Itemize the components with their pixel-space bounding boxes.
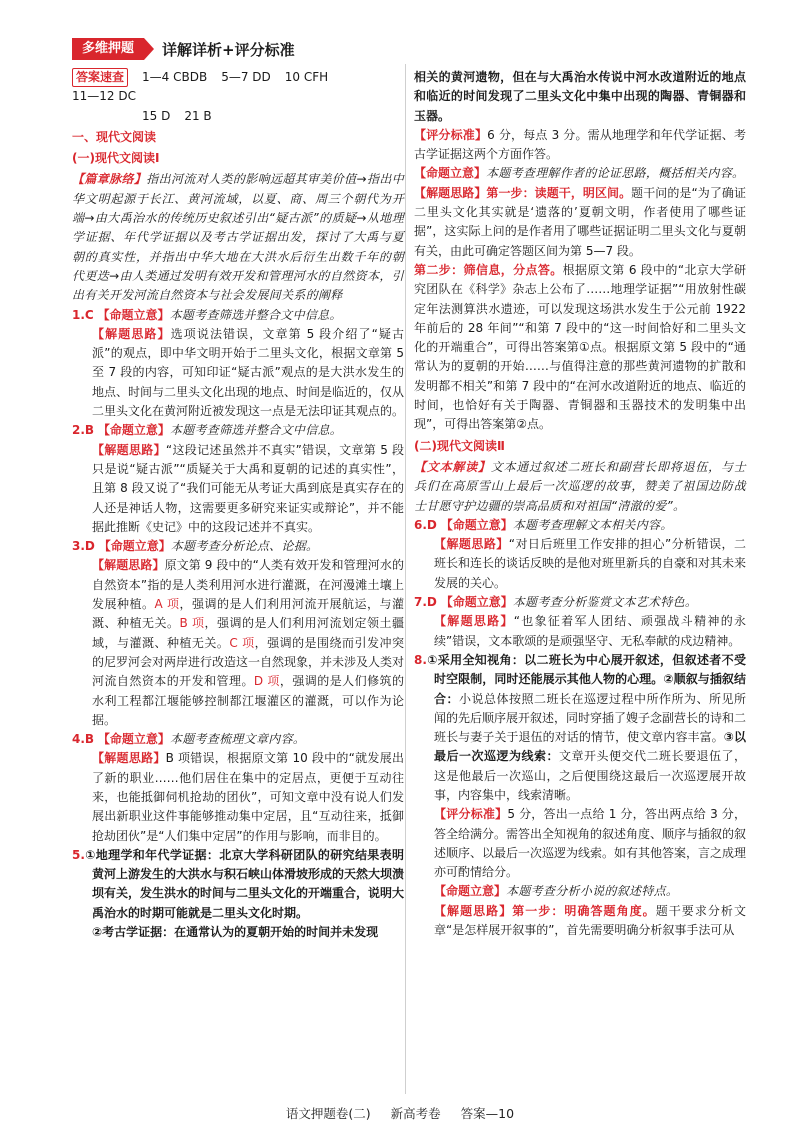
q2-mingti-label: 【命题立意】 [97, 423, 170, 438]
subsection-title-2: (二)现代文阅读Ⅱ [414, 438, 505, 453]
q6-silu-text: “对日后班里工作安排的担心”分析错误，二班长和连长的谈话反映的是他对班里新兵的自豪和对其未来发展的关心。 [434, 537, 747, 590]
q5-score-text: 6 分，每点 3 分。需从地理学和年代学证据、考古学证据这两个方面作答。 [414, 127, 746, 162]
q3-number: 3.D [72, 539, 95, 554]
q7-mingti-label: 【命题立意】 [440, 595, 513, 610]
q1-block [72, 306, 404, 325]
q3-mingti: 本题考查分析论点、论据。 [170, 539, 319, 554]
answer-item: 15 D [142, 108, 171, 123]
q5-block [72, 846, 404, 923]
q8-score-label: 【评分标准】 [434, 807, 508, 822]
q3-silu-b: ，强调的是人们利用河流开展航运，与灌溉、种植无关。 [92, 597, 404, 631]
wenben-text: 文本通过叙述二班长和副营长即将退伍，与士兵们在高原雪山上最后一次巡逻的故事，赞美了祖国边防战士甘愿守护边疆的崇高品质和对祖国“清澈的爱”。 [414, 459, 746, 513]
q3-option-b: B 项 [179, 616, 205, 631]
q7-silu-text: “也象征着军人团结、顽强战斗精神的永续”错误，文本歌颂的是顽强坚守、无私奉献的戍边精神。 [434, 614, 746, 648]
q8-number: 8. [414, 652, 427, 667]
q8-block [414, 651, 746, 805]
q5-score [414, 126, 746, 165]
q8-mingti [414, 882, 746, 901]
q4-block [72, 730, 404, 749]
header-title: 详解详析+评分标准 [162, 40, 295, 59]
q1-number: 1.C [72, 307, 94, 322]
q8-point-2-title: ②顺叙与插叙结合： [434, 672, 746, 706]
q3-silu-c: ，强调的是人们利用河流划定领土疆域，与灌溉、种植无关。 [92, 616, 404, 650]
q5-mingti [414, 164, 746, 183]
footer-title: 语文押题卷(二) [285, 1106, 371, 1121]
q7-mingti: 本题考查分析鉴赏文本艺术特色。 [512, 595, 698, 610]
q1-silu [72, 325, 404, 421]
q8-score [414, 805, 746, 882]
q4-mingti-label: 【命题立意】 [97, 732, 170, 747]
q8-point-3-text: 文章开头便交代二班长要退伍了，这是他最后一次巡山，之后便围绕这最后一次巡逻展开故事，内容集中，线索清晰。 [434, 749, 746, 802]
q8-step-1-text: 题干要求分析文章“是怎样展开叙事的”，首先需要明确分析叙事手法可从 [434, 903, 746, 938]
q5-step-2: 第二步：筛信息，分点答。 [414, 262, 563, 277]
q3-option-d: D 项 [253, 674, 280, 689]
q2-silu-label: 【解题思路】 [92, 442, 166, 457]
q8-step-1: 第一步：明确答题角度。 [512, 903, 656, 918]
wenben-label: 【文本解读】 [414, 459, 491, 474]
pianzhang-label: 【篇章脉络】 [72, 172, 147, 187]
q7-silu-label: 【解题思路】 [434, 614, 514, 629]
answer-quick-check-line2 [72, 107, 404, 126]
q6-silu-label: 【解题思路】 [434, 537, 509, 552]
q7-block [414, 593, 746, 612]
q6-mingti: 本题考查理解文本相关内容。 [512, 517, 673, 532]
q3-block [72, 537, 404, 556]
q8-score-text: 5 分，答出一点给 1 分，答出两点给 3 分，答全给满分。需答出全知视角的叙述角度、顺序与插叙的叙述顺序、以最后一次巡逻为线索。如有其他答案，言之成理亦可酌情给分。 [434, 807, 747, 880]
q3-silu-label: 【解题思路】 [92, 558, 165, 573]
q8-point-2-text: 小说总体按照二班长在巡逻过程中所作所为、所见所闻的先后顺序展开叙述，同时穿插了嫂子念副营长的诗和二班长与妻子关于退伍的对话的情节，使文章内容丰富。 [434, 691, 747, 745]
q5-point-1: ①地理学和年代学证据：北京大学科研团队的研究结果表明黄河上游发生的大洪水与积石峡山体滑坡形成的天然大坝溃坝有关，发生洪水的时间与二里头文化的开端重合，说明大禹治水的时期可能就是二里头文化时期。 [84, 847, 405, 920]
column-divider [405, 64, 406, 1094]
q5-step-2-block [414, 261, 746, 435]
q5-number: 5. [72, 847, 85, 862]
pianzhang-text: 指出河流对人类的影响远超其审美价值→指出中华文明起源于长江、黄河流域，以夏、商、周三个朝代为开端→由大禹治水的传统历史叙述引出“疑古派”的质疑→从地理学证据、年代学证据以及考古学证据出发，探讨了大禹与夏朝的真实性，并指出中华大地在大洪水后衍生出数千年的朝代更迭→由人类通过发明有效开发和管理河水的自然资本，引出有关开发河流自然资本与社会发展间关系的阐释 [72, 172, 404, 303]
q8-silu-label: 【解题思路】 [434, 903, 513, 918]
q7-silu [414, 612, 746, 651]
q5-step-1-text: 题干问的是“为了确证二里头文化其实就是‘遗落的’夏朝文明，作者使用了哪些证据”，这实际上问的是作者用了哪些证据证明二里头文化与夏朝有关，由此可确定答题区间为第 5—7 段。 [414, 185, 746, 258]
q1-silu-label: 【解题思路】 [92, 326, 171, 341]
q2-block [72, 421, 404, 440]
q5-point-2: ②考古学证据：在通常认为的夏朝开始的时间并未发现 [92, 925, 379, 940]
q6-number: 6.D [414, 517, 437, 532]
q8-silu [414, 902, 746, 941]
q3-silu-a: 原文第 9 段中的“人类有效开发和管理河水的自然资本”指的是人类利用河水进行灌溉，在河漫滩土壤上发展种植。 [92, 558, 404, 612]
answer-item: 21 B [184, 108, 212, 123]
page-header [72, 38, 295, 60]
q7-number: 7.D [414, 595, 437, 610]
brand-label: 多维押题 [72, 38, 144, 60]
footer-edition: 新高考卷 [390, 1106, 441, 1121]
q8-mingti-label: 【命题立意】 [434, 884, 507, 899]
q4-mingti: 本题考查梳理文章内容。 [169, 732, 306, 747]
subsection-title: (一)现代文阅读Ⅰ [72, 151, 160, 166]
q5-continued: 相关的黄河遗物，但在与大禹治水传说中河水改道附近的地点和临近的时间发现了二里头文化中集中出现的陶器、青铜器和玉器。 [414, 70, 746, 123]
q2-mingti: 本题考查筛选并整合文中信息。 [169, 423, 343, 438]
q4-silu-text: B 项错误，根据原文第 10 段中的“就发展出了新的职业……他们居住在集中的定居点，更便于互动往来，也能抵御伺机抢劫的团伙”，可知文章中没有说人们发展出新职业这件事能够推动集中定居，且“互动往来，抵御抢劫团伙”是“人们集中定居”的作用与影响，而非目的。 [92, 751, 404, 843]
q5-step-1: 第一步：读题干，明区间。 [486, 185, 632, 200]
q1-silu-text: 选项说法错误，文章第 5 段介绍了“疑古派”的观点，即中华文明开始于二里头文化，根据文章第 5 至 7 段的内容，可知印证“疑古派”观点的是大洪水发生的地点、时间与二里头文化出现的地点、时间是临近的，仅从二里头文化在黄河附近被发现这一点是无法印证其观点的。 [92, 326, 405, 419]
q6-silu [414, 535, 746, 593]
answer-item: 11—12 DC [72, 89, 136, 104]
q2-number: 2.B [72, 423, 95, 438]
q3-mingti-label: 【命题立意】 [98, 539, 171, 554]
section-title: 一、现代文阅读 [72, 129, 157, 144]
q4-silu-label: 【解题思路】 [92, 751, 166, 766]
q5-silu-label: 【解题思路】 [414, 185, 487, 200]
q6-mingti-label: 【命题立意】 [440, 517, 513, 532]
answer-item: 10 CFH [284, 70, 329, 84]
q8-point-3-title: ③以最后一次巡逻为线索： [434, 730, 746, 764]
q2-silu [72, 441, 404, 537]
answer-quick-check [72, 68, 404, 107]
q1-mingti: 本题考查筛选并整合文中信息。 [169, 307, 342, 322]
q5-score-label: 【评分标准】 [414, 127, 488, 142]
answer-item: 5—7 DD [221, 70, 271, 84]
left-column [72, 68, 404, 942]
q3-silu-d: ，强调的是围绕而引发冲突的尼罗河会对两岸进行改造这一自然现象，并未涉及人类对河流自然资本的开发和管理。 [92, 635, 405, 689]
q3-silu-e: ，强调的是人们修筑的水利工程都江堰能够控制都江堰灌区的灌溉，可以作为论据。 [92, 674, 404, 727]
q3-option-c: C 项 [229, 635, 255, 650]
page-footer [0, 1104, 800, 1122]
wenben-block [414, 458, 746, 516]
q5-step-2-text: 根据原文第 6 段中的“北京大学研究团队在《科学》杂志上公布了……地理学证据”“用放射性碳定年法测算洪水遗迹，可以发现这场洪水发生于公元前 1922 年前后的 28 年间”“和第 7 段中的“这一时间恰好和二里头文化的开端重合”，可得出答案第①点。根据原文第 5 段中的“通常认为的夏朝的开始……与值得注意的那些黄河遗物的扩散和发明都不相关”和第 7 段中的“在河水改道附近的地点、临近的时间，也恰好有关于陶器、青铜器和玉器技术的发明集中出现”，可得出答案第②点。 [414, 262, 746, 432]
q5-mingti-text: 本题考查理解作者的论证思路，概括相关内容。 [486, 166, 745, 181]
q5-mingti-label: 【命题立意】 [414, 166, 487, 181]
footer-page: 答案—10 [460, 1106, 515, 1121]
q6-block [414, 516, 746, 535]
q3-silu [72, 556, 404, 730]
answer-item: 1—4 CBDB [142, 70, 208, 84]
q5-silu [414, 184, 746, 261]
answer-label: 答案速查 [72, 68, 128, 87]
q2-silu-text: “这段记述虽然并不真实”错误，文章第 5 段只是说“疑古派”“质疑关于大禹和夏朝的记述的真实性”，且第 8 段又说了“我们可能无从考证大禹到底是真实存在的人还是神话人物，这需要更多研究来证实或辩论”，并不能据此推断《史记》中的这段记述并不真实。 [92, 442, 404, 534]
q4-number: 4.B [72, 732, 95, 747]
right-column [414, 68, 746, 940]
q8-mingti-text: 本题考查分析小说的叙述特点。 [506, 884, 679, 899]
q4-silu [72, 749, 404, 845]
q3-option-a: A 项 [154, 597, 180, 612]
q1-mingti-label: 【命题立意】 [97, 307, 170, 322]
q8-point-1: ①采用全知视角：以二班长为中心展开叙述，但叙述者不受时空限制，同时还能展示其他人物的心理。 [426, 652, 746, 687]
pianzhang-block [72, 170, 404, 305]
